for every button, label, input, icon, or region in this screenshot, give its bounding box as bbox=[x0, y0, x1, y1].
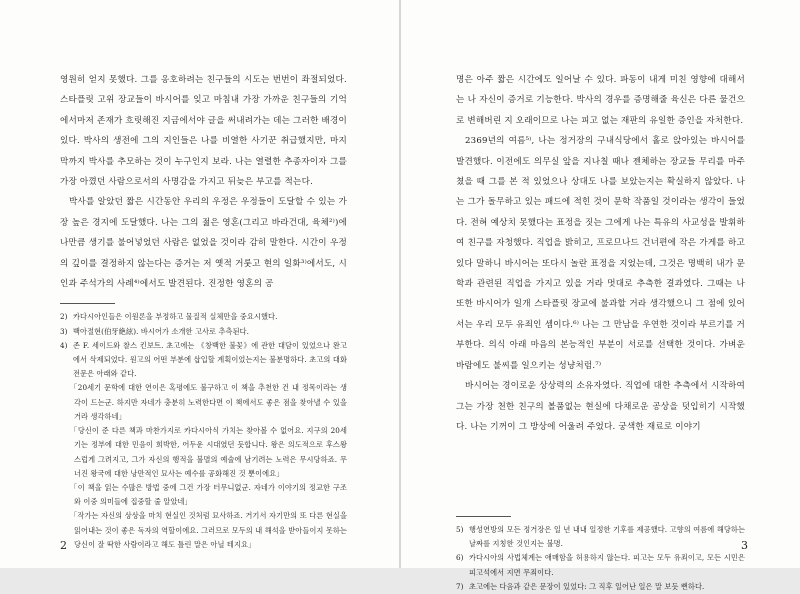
footnote bbox=[456, 551, 745, 579]
footnote-text: 행성연방의 모든 정거장은 일 년 내내 일정한 기후를 제공했다. 고향의 여름에 해당하는 날짜를 지칭한 것인지는 불명. bbox=[469, 525, 745, 549]
footnote-text: 카다시아의 사법체계는 애매함을 허용하지 않는다. 피고는 모두 유죄이고, 모든 시민은 피고석에서 지면 무죄이다. bbox=[469, 553, 745, 577]
footnote-text: 초고에는 다음과 같은 문장이 있었다: 그 직후 일어난 일은 말 보듯 뻔하다. bbox=[469, 581, 705, 591]
right-page bbox=[401, 0, 800, 591]
paragraph: 영원히 얻지 못했다. 그를 옹호하려는 친구들의 시도는 번번이 좌절되었다. 스타플릿 고위 장교들이 바시어를 잊고 마침내 가장 가까운 친구들의 기억에서마저 존재가 흐릿해진 지금에서야 글을 써내려가는 데는 그러한 배경이 있다. 박사의 생전에 그의 지인들은 나를 비열한 사기꾼 취급했지만, 마지막까지 박사를 추모하는 것이 누구인지 보라. 나는 열렬한 추종자이자 그를 가장 아꼈던 사람으로서의 사명감을 가지고 뒤늦은 부고를 적는다. bbox=[60, 75, 348, 188]
footnote bbox=[456, 523, 745, 551]
footnote bbox=[60, 325, 347, 339]
left-page bbox=[0, 0, 399, 568]
body-text bbox=[60, 70, 347, 294]
footnotes bbox=[60, 310, 347, 551]
footnote-number: 7) bbox=[456, 581, 464, 591]
footnote bbox=[456, 580, 745, 594]
paragraph: 바시어는 경이로운 상상력의 소유자였다. 직업에 대한 추측에서 시작하여 그는 가장 천한 친구의 볼품없는 현실에 다채로운 공상을 덧입히기 시작했다. 나는 기꺼이 그 방상에 어울려 주었다. 궁색한 재료로 이야기 bbox=[456, 381, 745, 432]
footnote-divider bbox=[60, 303, 115, 304]
footnote-text: 백아절현(伯牙絶絃). 바시어가 소개한 고사로 추측된다. bbox=[73, 326, 250, 336]
paragraph: 박사를 알았던 짧은 시간동안 우리의 우정은 우정들이 도달할 수 있는 가장 높은 경지에 도달했다. 나는 그의 젊은 영혼(그리고 바라건대, 육체²⁾)에 나만큼 생기를 불어넣었던 사람은 없었을 것이라 감히 말한다. 시간이 우정의 깊이를 결정하지 않는다는 증거는 저 옛적 거룻고 현의 일화³⁾에서도, 시인과 주석가의 사례⁴⁾에서도 발견된다. 진정한 영혼의 공 bbox=[60, 197, 347, 290]
footnote-divider bbox=[456, 516, 511, 517]
footnote-number: 4) bbox=[60, 340, 68, 350]
paragraph: 명은 아주 짧은 시간에도 일어날 수 있다. 파동이 내게 미친 영향에 대해서는 나 자신이 증거로 기능한다. 박사의 경우를 증명해줄 육신은 다른 물건으로 변해버린 지 오래이므로 나는 피고 없는 재판의 유일한 증인을 자처한다. bbox=[456, 75, 745, 126]
footnote-number: 5) bbox=[456, 525, 464, 534]
page-number: 2 bbox=[60, 539, 67, 552]
paragraph: 2369년의 여름⁵⁾, 나는 정거장의 구내식당에서 홀로 앉아있는 바시어를 발견했다. 이전에도 의무실 앞을 지나칠 때나 젠체하는 장교들 무리를 마주쳤을 때 그를 본 적 있었으나 상대도 나를 보았는지는 확실하지 않았다. 나는 그가 돌무하고 있는 패드에 적힌 것이 문학 작품일 것이라는 생각이 들었다. 전혀 예상치 못했다는 표정을 짓는 그에게 나는 특유의 사교성을 발휘하여 친구를 자청했다. 직업을 밝히고, 프로므나드 건너편에 작은 가게를 하고 있다 말하니 바시어는 또다시 놀란 표정을 지었는데, 그것은 명백히 내가 문학과 관련된 직업을 가지고 있을 거라 멋대로 추측한 결과였다. 그때는 나 또한 바시어가 일개 스타플릿 장교에 불과할 거라 생각했으니 그 점에 있어서는 우리 모두 유죄인 셈이다.⁶⁾ 나는 그 만남을 우연한 것이라 부르기를 거부한다. 의식 아래 마음의 본능적인 부분이 서로를 선택한 것이다. 가벼운 바람에도 불씨를 일으키는 성냥처럼.⁷⁾ bbox=[456, 136, 745, 371]
dialogue-quote: 「20세기 문학에 대한 연이은 혹평에도 불구하고 이 책을 추천한 건 내 정목이라는 생각이 드는군. 하지만 자네가 충분히 노력한다면 이 책에서도 좋은 점을 찾아낼 수 있을 거라 생각하네」 bbox=[70, 383, 347, 421]
dialogue-quote: 「당신이 준 다른 책과 마찬가지로 카다시아식 가치는 찾아볼 수 없어요. 지구의 20세기는 정부에 대한 민음이 희박한, 어두운 시대였던 듯합니다. 왕은 의도적으로 후스왕스럽게 그려지고, 그가 자신의 행적을 불멸의 예술에 남기려는 노력은 무시당하죠. 무너진 왕국에 대한 낭만적인 묘사는 예수를 공화해진 것 뿐이에요」 bbox=[70, 426, 347, 478]
footnote-number: 2) bbox=[60, 312, 68, 322]
footnote bbox=[60, 310, 347, 324]
footnote-number: 3) bbox=[60, 326, 68, 336]
footnote bbox=[60, 339, 347, 382]
footnote-text: 카다시아인들은 이원론을 부정하고 물질적 실체만을 중요시했다. bbox=[73, 312, 278, 322]
page-number: 3 bbox=[741, 539, 748, 552]
footnotes bbox=[456, 523, 745, 594]
body-text bbox=[456, 70, 745, 516]
footnote-text: 존 F. 세이드와 찰스 킨보트. 초고에는 《창백한 불꽃》에 관한 대담이 있었으나 완고에서 삭제되었다. 원고의 어떤 부분에 삽입할 계획이었는지는 불분명하다. 초고의 대화 전문은 아래와 같다. bbox=[73, 340, 347, 379]
dialogue-quote: 「작가는 자신의 상상을 마치 현실인 것처럼 묘사하죠. 거기서 자기만의 또 다른 현실을 읽어내는 것이 좋은 독자의 역할이에요. 그러므로 모두의 내 해석을 받아들이지 못하는 당신이 잘 딱한 사람이라고 해도 틀린 말은 아닐 테지요」 bbox=[70, 511, 347, 549]
footnote-number: 6) bbox=[456, 553, 464, 563]
dialogue-quote: 「이 책을 읽는 수많은 방법 중에 그건 가장 터무니없군. 자네가 이야기의 정교한 구조와 이중 의미들에 집중할 줄 알았네」 bbox=[70, 482, 347, 507]
